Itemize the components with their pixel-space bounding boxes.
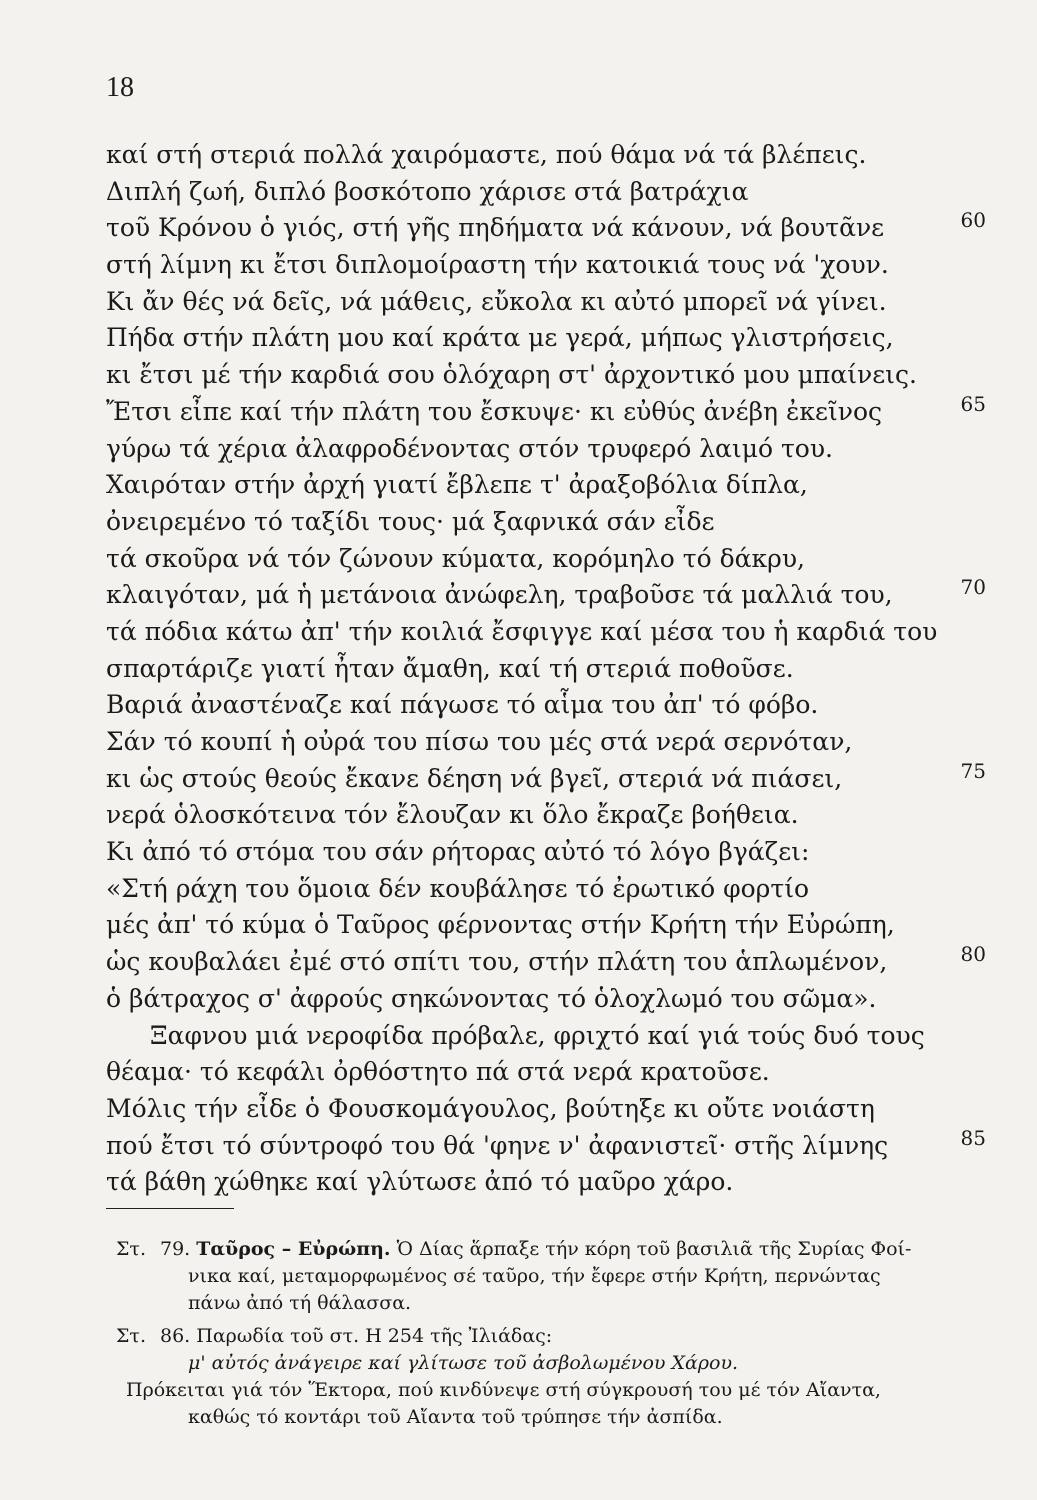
verse-text: στή λίμνη κι ἔτσι διπλομοίραστη τήν κατοικιά τους νά 'χουν. bbox=[106, 250, 889, 280]
verse-text: Κι ἀπό τό στόμα του σάν ρήτορας αὐτό τό λόγο βγάζει: bbox=[106, 837, 810, 867]
footnote-line bbox=[160, 1290, 976, 1317]
verse-text: Χαιρόταν στήν ἀρχή γιατί ἔβλεπε τ' ἀραξοβόλια δίπλα, bbox=[106, 470, 808, 500]
page-number: 18 bbox=[106, 72, 134, 103]
verse-text: πού ἔτσι τό σύντροφό του θά 'φηνε ν' ἀφανιστεῖ· στῆς λίμνης bbox=[106, 1130, 889, 1160]
verse-line bbox=[106, 137, 986, 174]
footnote-text: πάνω ἀπό τή θάλασσα. bbox=[188, 1292, 412, 1314]
verse-text: ὀνειρεμένο τό ταξίδι τους· μά ξαφνικά σάν εἶδε bbox=[106, 506, 715, 536]
verse-text: Κι ἄν θές νά δεῖς, νά μάθεις, εὔκολα κι αὐτό μπορεῖ νά γίνει. bbox=[106, 286, 887, 316]
footnote-text: καθώς τό κοντάρι τοῦ Αἴαντα τοῦ τρύπησε τήν ἀσπίδα. bbox=[188, 1406, 723, 1428]
verse-line bbox=[106, 1018, 986, 1055]
verse-text: Βαριά ἀναστέναζε καί πάγωσε τό αἷμα του ἀπ' τό φόβο. bbox=[106, 690, 819, 720]
verse-text: σπαρτάριζε γιατί ἦταν ἄμαθη, καί τή στεριά ποθοῦσε. bbox=[106, 653, 794, 683]
footnote-verse-number: 79. bbox=[160, 1238, 191, 1260]
verse-text: Διπλή ζωή, διπλό βοσκότοπο χάρισε στά βατράχια bbox=[106, 176, 749, 206]
line-number: 70 bbox=[960, 575, 986, 600]
verse-text: θέαμα· τό κεφάλι ὀρθόστητο πά στά νερά κρατοῦσε. bbox=[106, 1057, 770, 1087]
verse-text: Σάν τό κουπί ἡ οὐρά του πίσω του μές στά νερά σερνόταν, bbox=[106, 727, 853, 756]
verse-line bbox=[106, 284, 986, 321]
verse-text: ὡς κουβαλάει ἐμέ στό σπίτι του, στήν πλάτη του ἁπλωμένον, bbox=[106, 947, 888, 977]
footnote bbox=[106, 1236, 976, 1317]
verse-text: «Στή ράχη του ὅμοια δέν κουβάλησε τό ἐρωτικό φορτίο bbox=[106, 873, 810, 903]
footnote-line bbox=[160, 1350, 976, 1377]
verse-text: Μόλις τήν εἶδε ὁ Φουσκομάγουλος, βούτηξε κι οὔτε νοιάστη bbox=[106, 1093, 875, 1123]
footnote-line bbox=[160, 1323, 976, 1350]
verse-text: γύρω τά χέρια ἀλαφροδένοντας στόν τρυφερό λαιμό του. bbox=[106, 433, 834, 463]
verse-line bbox=[106, 614, 986, 651]
line-number: 80 bbox=[960, 942, 986, 967]
verse-text: μές ἀπ' τό κύμα ὁ Ταῦρος φέρνοντας στήν Κρήτη τήν Εὐρώπη, bbox=[106, 910, 895, 940]
verse-line bbox=[106, 834, 986, 871]
footnote-body bbox=[160, 1236, 976, 1317]
footnotes bbox=[106, 1236, 976, 1437]
verse-line bbox=[106, 1054, 986, 1091]
verse-line bbox=[106, 724, 986, 761]
verse-line bbox=[106, 504, 986, 541]
footnote-text: Ὁ Δίας ἅρπαξε τήν κόρη τοῦ βασιλιᾶ τῆς Συρίας Φοί- bbox=[396, 1238, 912, 1260]
verse-line bbox=[106, 467, 986, 504]
poem-text bbox=[106, 137, 986, 1201]
line-number: 75 bbox=[960, 758, 986, 783]
verse-line bbox=[106, 210, 986, 247]
verse-line bbox=[106, 1164, 986, 1201]
line-number: 60 bbox=[960, 208, 986, 233]
verse-text: Ἔτσι εἶπε καί τήν πλάτη του ἔσκυψε· κι εὐθύς ἀνέβη ἐκεῖνος bbox=[106, 396, 883, 426]
footnote-line bbox=[160, 1404, 976, 1431]
verse-line bbox=[106, 391, 986, 431]
verse-line bbox=[106, 174, 986, 211]
verse-line bbox=[106, 687, 986, 724]
verse-line bbox=[106, 1091, 986, 1128]
verse-text: κι ἔτσι μέ τήν καρδιά σου ὁλόχαρη στ' ἀρχοντικό μου μπαίνεις. bbox=[106, 360, 917, 390]
verse-line bbox=[106, 541, 986, 578]
footnote-line bbox=[160, 1263, 976, 1290]
verse-text: κλαιγόταν, μά ἡ μετάνοια ἀνώφελη, τραβοῦσε τά μαλλιά του, bbox=[106, 580, 893, 610]
verse-line bbox=[106, 247, 986, 284]
verse-text: ὁ βάτραχος σ' ἀφρούς σηκώνοντας τό ὁλοχλωμό του σῶμα». bbox=[106, 983, 877, 1013]
footnote-prefix: Στ. bbox=[116, 1325, 146, 1347]
line-number: 85 bbox=[960, 1125, 986, 1150]
footnote-line bbox=[160, 1236, 976, 1263]
footnote-text: Παρωδία τοῦ στ. Η 254 τῆς Ἰλιάδας: bbox=[196, 1325, 553, 1347]
footnote-separator bbox=[106, 1208, 234, 1209]
footnote-text: Πρόκειται γιά τόν Ἕκτορα, πού κινδύνεψε στή σύγκρουσή του μέ τόν Αἴαντα, bbox=[126, 1379, 881, 1401]
verse-line bbox=[106, 944, 986, 981]
verse-line bbox=[106, 871, 986, 908]
verse-text: Ξαφνου μιά νεροφίδα πρόβαλε, φριχτό καί γιά τούς δυό τους bbox=[150, 1020, 925, 1050]
footnote-text: νικα καί, μεταμορφωμένος σέ ταῦρο, τήν ἔφερε στήν Κρήτη, περνώντας bbox=[188, 1265, 881, 1287]
footnote-text: μ' αὐτός ἀνάγειρε καί γλίτωσε τοῦ ἀσβολωμένου Χάρου. bbox=[188, 1352, 739, 1374]
verse-line bbox=[106, 357, 986, 394]
verse-text: κι ὡς στούς θεούς ἔκανε δέηση νά βγεῖ, στεριά νά πιάσει, bbox=[106, 763, 843, 793]
verse-line bbox=[106, 907, 986, 944]
verse-line bbox=[106, 577, 986, 614]
footnote-prefix: Στ. bbox=[116, 1238, 146, 1260]
line-number: 65 bbox=[960, 391, 986, 416]
verse-line bbox=[106, 981, 986, 1018]
verse-line bbox=[106, 1125, 986, 1165]
verse-line bbox=[106, 797, 986, 834]
verse-text: Πήδα στήν πλάτη μου καί κράτα με γερά, μήπως γλιστρήσεις, bbox=[106, 323, 894, 353]
verse-text: τά βάθη χώθηκε καί γλύτωσε ἀπό τό μαῦρο χάρο. bbox=[106, 1167, 734, 1197]
verse-line bbox=[106, 431, 986, 468]
footnote-body bbox=[126, 1323, 976, 1431]
footnote-lemma: Ταῦρος – Εὐρώπη. bbox=[196, 1238, 391, 1260]
verse-line bbox=[106, 651, 986, 688]
verse-text: τοῦ Κρόνου ὁ γιός, στή γῆς πηδήματα νά κάνουν, νά βουτᾶνε bbox=[106, 213, 885, 243]
footnote bbox=[106, 1323, 976, 1431]
verse-text: νερά ὁλοσκότεινα τόν ἔλουζαν κι ὅλο ἔκραζε βοήθεια. bbox=[106, 800, 799, 830]
verse-text: καί στή στεριά πολλά χαιρόμαστε, πού θάμα νά τά βλέπεις. bbox=[106, 140, 867, 169]
verse-text: τά σκοῦρα νά τόν ζώνουν κύματα, κορόμηλο τό δάκρυ, bbox=[106, 543, 805, 573]
verse-text: τά πόδια κάτω ἀπ' τήν κοιλιά ἔσφιγγε καί μέσα του ἡ καρδιά του bbox=[106, 616, 938, 646]
verse-line bbox=[106, 320, 986, 357]
footnote-line bbox=[126, 1377, 976, 1404]
footnote-verse-number: 86. bbox=[160, 1325, 191, 1347]
verse-line bbox=[106, 758, 986, 798]
